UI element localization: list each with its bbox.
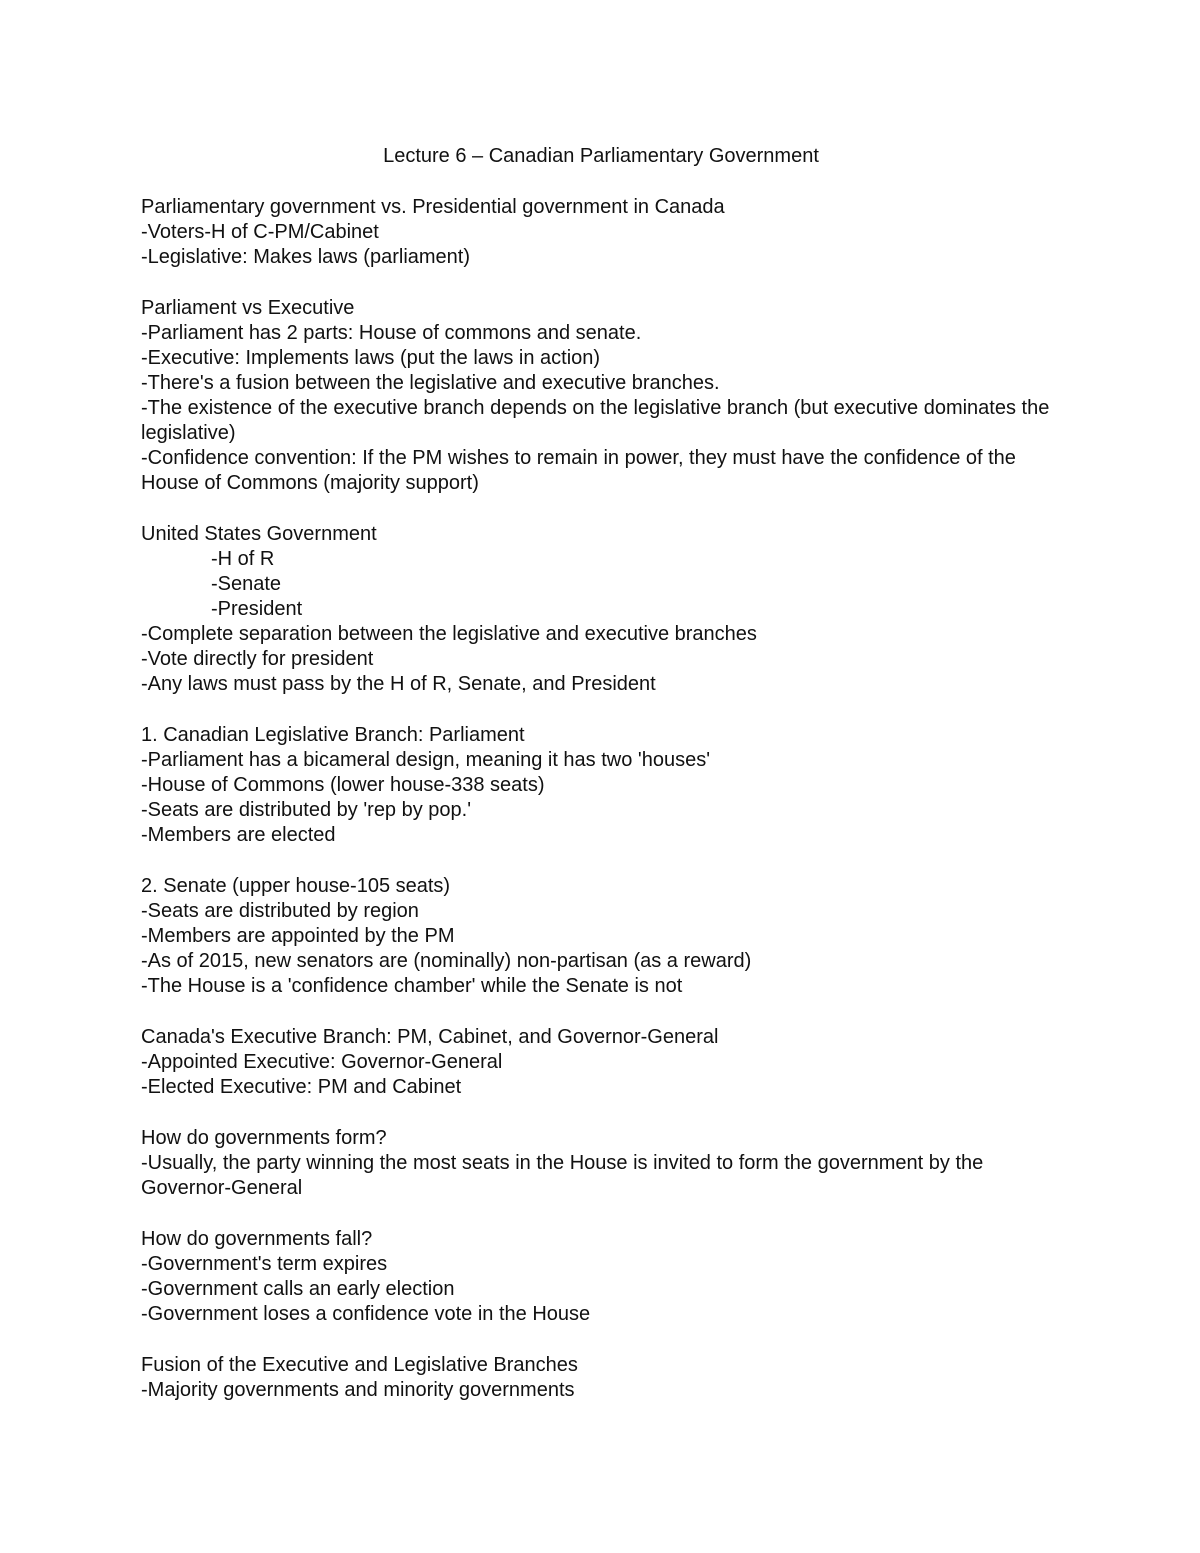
bullet-line: -Complete separation between the legislative and executive branches bbox=[141, 623, 757, 645]
bullet-line: -Vote directly for president bbox=[141, 648, 374, 670]
note-section bbox=[141, 195, 1061, 270]
note-section bbox=[141, 874, 1061, 999]
note-section bbox=[141, 1126, 1061, 1201]
note-section bbox=[141, 522, 1061, 697]
indented-bullet: -President bbox=[211, 598, 303, 620]
bullet-line: -House of Commons (lower house-338 seats) bbox=[141, 774, 545, 796]
note-section bbox=[141, 296, 1061, 496]
bullet-line: -Seats are distributed by region bbox=[141, 900, 419, 922]
section-heading: United States Government bbox=[141, 523, 377, 545]
bullet-line: -Members are appointed by the PM bbox=[141, 925, 455, 947]
section-heading: 2. Senate (upper house-105 seats) bbox=[141, 875, 451, 897]
document-body bbox=[141, 144, 1061, 1403]
sections-container bbox=[141, 195, 1061, 1403]
note-section bbox=[141, 723, 1061, 848]
note-section bbox=[141, 1353, 1061, 1403]
section-heading: Parliament vs Executive bbox=[141, 297, 355, 319]
bullet-line: -Members are elected bbox=[141, 824, 336, 846]
section-heading: Fusion of the Executive and Legislative Branches bbox=[141, 1354, 578, 1376]
bullet-line: -There's a fusion between the legislative and executive branches. bbox=[141, 372, 720, 394]
bullet-line: -Parliament has a bicameral design, meaning it has two 'houses' bbox=[141, 749, 711, 771]
bullet-line: -Executive: Implements laws (put the laws in action) bbox=[141, 347, 601, 369]
bullet-line: -Appointed Executive: Governor-General bbox=[141, 1051, 503, 1073]
note-section bbox=[141, 1227, 1061, 1327]
bullet-line: -Usually, the party winning the most seats in the House is invited to form the government by the Governor-General bbox=[141, 1152, 984, 1199]
bullet-line: -Majority governments and minority governments bbox=[141, 1379, 575, 1401]
bullet-line: -Government's term expires bbox=[141, 1253, 388, 1275]
bullet-line: -The House is a 'confidence chamber' while the Senate is not bbox=[141, 975, 683, 997]
note-section bbox=[141, 1025, 1061, 1100]
page-title: Lecture 6 – Canadian Parliamentary Government bbox=[383, 145, 819, 167]
bullet-line: -Parliament has 2 parts: House of commons and senate. bbox=[141, 322, 642, 344]
bullet-line: -Confidence convention: If the PM wishes to remain in power, they must have the confidence of the House of Commons (majority support) bbox=[141, 447, 1016, 494]
indented-bullet: -H of R bbox=[211, 548, 275, 570]
section-heading: Canada's Executive Branch: PM, Cabinet, and Governor-General bbox=[141, 1026, 719, 1048]
section-heading: How do governments fall? bbox=[141, 1228, 373, 1250]
bullet-line: -As of 2015, new senators are (nominally) non-partisan (as a reward) bbox=[141, 950, 752, 972]
section-heading: Parliamentary government vs. Presidential government in Canada bbox=[141, 196, 725, 218]
section-heading: 1. Canadian Legislative Branch: Parliament bbox=[141, 724, 525, 746]
bullet-line: -The existence of the executive branch depends on the legislative branch (but executive dominates the legislative) bbox=[141, 397, 1050, 444]
bullet-line: -Any laws must pass by the H of R, Senate, and President bbox=[141, 673, 656, 695]
indented-bullet: -Senate bbox=[211, 573, 282, 595]
bullet-line: -Government loses a confidence vote in the House bbox=[141, 1303, 591, 1325]
bullet-line: -Government calls an early election bbox=[141, 1278, 455, 1300]
bullet-line: -Legislative: Makes laws (parliament) bbox=[141, 246, 471, 268]
bullet-line: -Elected Executive: PM and Cabinet bbox=[141, 1076, 462, 1098]
bullet-line: -Seats are distributed by 'rep by pop.' bbox=[141, 799, 472, 821]
bullet-line: -Voters-H of C-PM/Cabinet bbox=[141, 221, 379, 243]
section-heading: How do governments form? bbox=[141, 1127, 387, 1149]
